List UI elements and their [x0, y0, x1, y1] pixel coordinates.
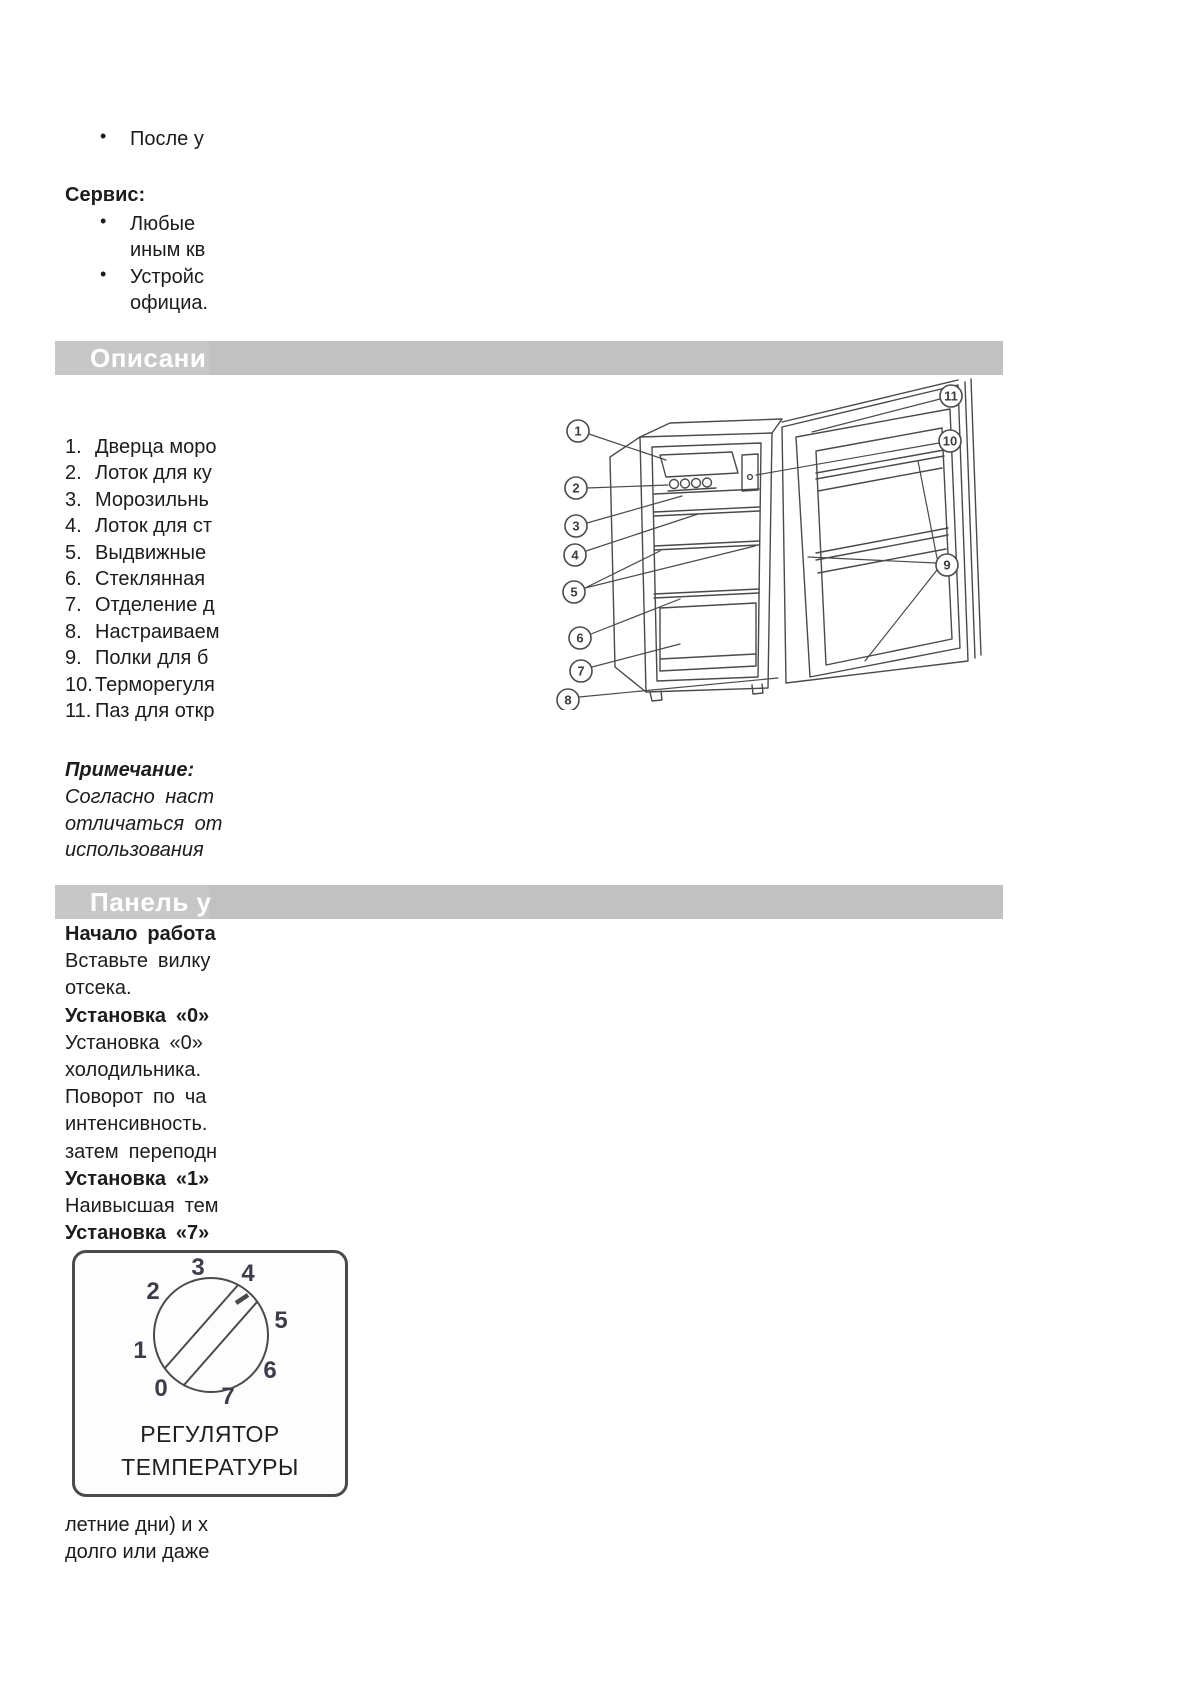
dial-number-0: 0: [154, 1375, 168, 1402]
dial-number-6: 6: [263, 1357, 277, 1384]
callout-number-2: 2: [572, 480, 580, 496]
egg-tray-cup: [703, 478, 712, 487]
parts-list-item: 2. Лоток для ку: [65, 462, 212, 485]
thermostat-knob: [748, 475, 753, 480]
dial-slot-line-1: [165, 1285, 238, 1368]
callout-number-6: 6: [576, 630, 584, 646]
callout-number-4: 4: [571, 547, 579, 563]
crisper-drawer: [660, 603, 756, 671]
door-rack-bottom: [816, 528, 951, 573]
dial-slot-line-2: [184, 1302, 257, 1385]
footer-line: летние дни) и х: [65, 1514, 209, 1536]
controls-text: [65, 921, 219, 1247]
controls-line: Установка «1»: [65, 1167, 210, 1190]
temperature-dial: [75, 1253, 345, 1418]
parts-list-item: 5. Выдвижные: [65, 541, 207, 564]
service-heading: Сервис:: [65, 184, 146, 206]
parts-list-item: 6. Стеклянная: [65, 568, 206, 591]
bullet-icon: •: [100, 211, 107, 231]
parts-list-item: 7. Отделение д: [65, 594, 215, 617]
dial-number-4: 4: [241, 1260, 255, 1287]
dial-number-2: 2: [146, 1278, 160, 1305]
parts-list-item: 1. Дверца моро: [65, 436, 217, 458]
parts-list-item: 9. Полки для б: [65, 647, 209, 670]
controls-line: затем переподн: [65, 1140, 218, 1163]
controls-line: интенсивность.: [65, 1113, 208, 1136]
service-bullet-1-line-1: Любые: [130, 213, 196, 235]
egg-tray-cup: [692, 479, 701, 488]
note-line: использования: [65, 839, 204, 862]
egg-tray-cup: [681, 479, 690, 488]
dial-caption-line-2: ТЕМПЕРАТУРЫ: [121, 1454, 299, 1480]
controls-line: Поворот по ча: [65, 1086, 207, 1109]
controls-line: Установка «0»: [65, 1004, 210, 1027]
dial-number-7: 7: [221, 1383, 235, 1410]
dial-caption-line-1: РЕГУЛЯТОР: [140, 1421, 280, 1447]
bullet-icon: •: [100, 126, 107, 146]
callout-number-10: 10: [942, 433, 958, 449]
top-bullet-text: После у: [130, 128, 204, 150]
glass-shelf: [654, 589, 759, 598]
controls-line: отсека.: [65, 977, 132, 1000]
callout-number-5: 5: [570, 584, 578, 600]
bullet-icon: •: [100, 264, 107, 284]
dial-circle: [154, 1278, 268, 1392]
refrigerator-diagram: [520, 365, 990, 710]
controls-line: Установка «0»: [65, 1031, 203, 1054]
note-heading: Примечание:: [65, 759, 195, 781]
crisper-front-line: [660, 654, 756, 659]
callout-number-11: 11: [944, 388, 958, 404]
callout-number-8: 8: [564, 692, 572, 708]
callout-number-9: 9: [943, 557, 951, 573]
parts-list-item: 10. Терморегуля: [65, 673, 215, 696]
shelf-1: [654, 507, 759, 516]
footer-text: [65, 1512, 209, 1565]
parts-list-item: 4. Лоток для ст: [65, 515, 213, 538]
door-outer-edge: [965, 379, 981, 658]
egg-tray-cup: [670, 480, 679, 489]
controls-line: Вставьте вилку: [65, 950, 211, 973]
callout-number-1: 1: [574, 423, 582, 439]
note-line: отличаться от: [65, 812, 223, 835]
parts-list: [65, 434, 220, 724]
service-bullet-1-line-2: иным кв: [130, 239, 206, 261]
top-bullet-item: [100, 126, 204, 152]
freezer-door: [660, 452, 738, 477]
callout-number-7: 7: [577, 663, 585, 679]
temperature-dial-figure: [72, 1250, 348, 1497]
section-title-description: Описани: [90, 342, 207, 373]
note-block: [65, 757, 222, 864]
footer-line: долго или даже: [65, 1540, 210, 1563]
controls-line: Установка «7»: [65, 1222, 210, 1245]
dial-pointer-mark: [236, 1295, 248, 1303]
controls-line: Начало работа: [65, 923, 216, 945]
door-rack-top: [816, 450, 944, 491]
parts-list-item: 8. Настраиваем: [65, 620, 220, 643]
callout-number-3: 3: [572, 518, 580, 534]
parts-list-item: 11. Паз для откр: [65, 700, 215, 723]
dial-number-1: 1: [133, 1337, 147, 1364]
dial-number-3: 3: [191, 1254, 205, 1281]
service-bullet-2-line-1: Устройс: [130, 266, 204, 288]
service-bullet-1: [100, 211, 206, 263]
service-bullet-2: [100, 264, 209, 316]
service-bullet-2-line-2: официа.: [130, 292, 209, 314]
controls-line: холодильника.: [65, 1059, 202, 1082]
dial-number-5: 5: [274, 1307, 288, 1334]
note-line: Согласно наст: [65, 785, 215, 808]
controls-line: Наивысшая тем: [65, 1195, 219, 1218]
section-title-control-panel: Панель у: [90, 886, 212, 917]
section-bar-control-panel: [55, 885, 1003, 919]
parts-list-item: 3. Морозильнь: [65, 488, 209, 511]
thermostat-box: [742, 454, 758, 491]
door-panel: [782, 385, 968, 683]
